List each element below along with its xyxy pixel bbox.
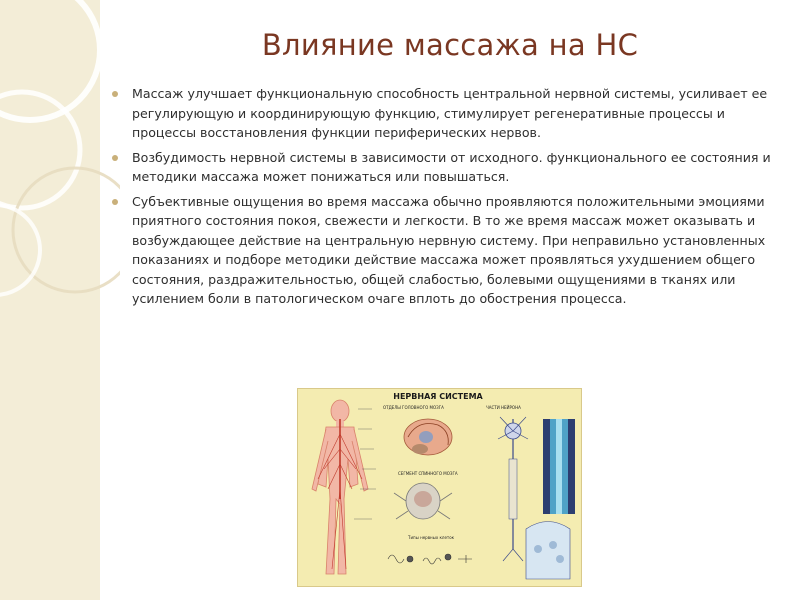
figure-label-neuron: ЧАСТИ НЕЙРОНА bbox=[486, 405, 521, 410]
bullet-dot bbox=[112, 91, 118, 97]
brain-drawing bbox=[404, 419, 452, 455]
bullet-dot bbox=[112, 155, 118, 161]
nervous-system-illustration bbox=[297, 388, 582, 587]
figure-drawing bbox=[298, 389, 581, 586]
bullet-item bbox=[112, 192, 774, 309]
figure-label-brain: ОТДЕЛЫ ГОЛОВНОГО МОЗГА bbox=[383, 405, 444, 410]
spinal-segment-drawing bbox=[394, 483, 452, 519]
bullet-dot bbox=[112, 199, 118, 205]
axon-closeup-drawing bbox=[543, 419, 575, 514]
bullet-item bbox=[112, 84, 774, 143]
bullet-list bbox=[112, 84, 774, 314]
bullet-item bbox=[112, 148, 774, 187]
synapse-drawing bbox=[526, 522, 570, 580]
neuron-drawing bbox=[498, 417, 528, 561]
slide-title: Влияние массажа на НС bbox=[261, 28, 639, 62]
figure-label-cells: Типы нервных клеток bbox=[408, 535, 455, 540]
bullet-text: Массаж улучшает функциональную способность центральной нервной системы, усиливает ее регулирующую и координирующую функцию, стимулирует регенеративные процессы и процессы восстановления функции периферических нервов. bbox=[132, 86, 768, 140]
nerve-cells-drawing bbox=[388, 554, 472, 564]
bullet-text: Возбудимость нервной системы в зависимости от исходного. функционального ее состояния и методики массажа может понижаться или повышаться. bbox=[132, 149, 771, 184]
human-body-drawing bbox=[312, 400, 368, 574]
bullet-text: Субъективные ощущения во время массажа обычно проявляются положительными эмоциями приятного состояния покоя, свежести и легкости. В то же время массаж может оказывать и возбуждающее действие на центральную нервную систему. При неправильно установленных показаниях и подборе методики действие массажа может проявляться ухудшением общего состояния, раздражительностью, общей слабостью, болевыми ощущениями в тканях или усилением боли в патологическом очаге вплоть до обострения процесса. bbox=[132, 193, 766, 306]
figure-title: НЕРВНАЯ СИСТЕМА bbox=[393, 392, 483, 401]
figure-label-spinal: СЕГМЕНТ СПИННОГО МОЗГА bbox=[398, 471, 458, 476]
